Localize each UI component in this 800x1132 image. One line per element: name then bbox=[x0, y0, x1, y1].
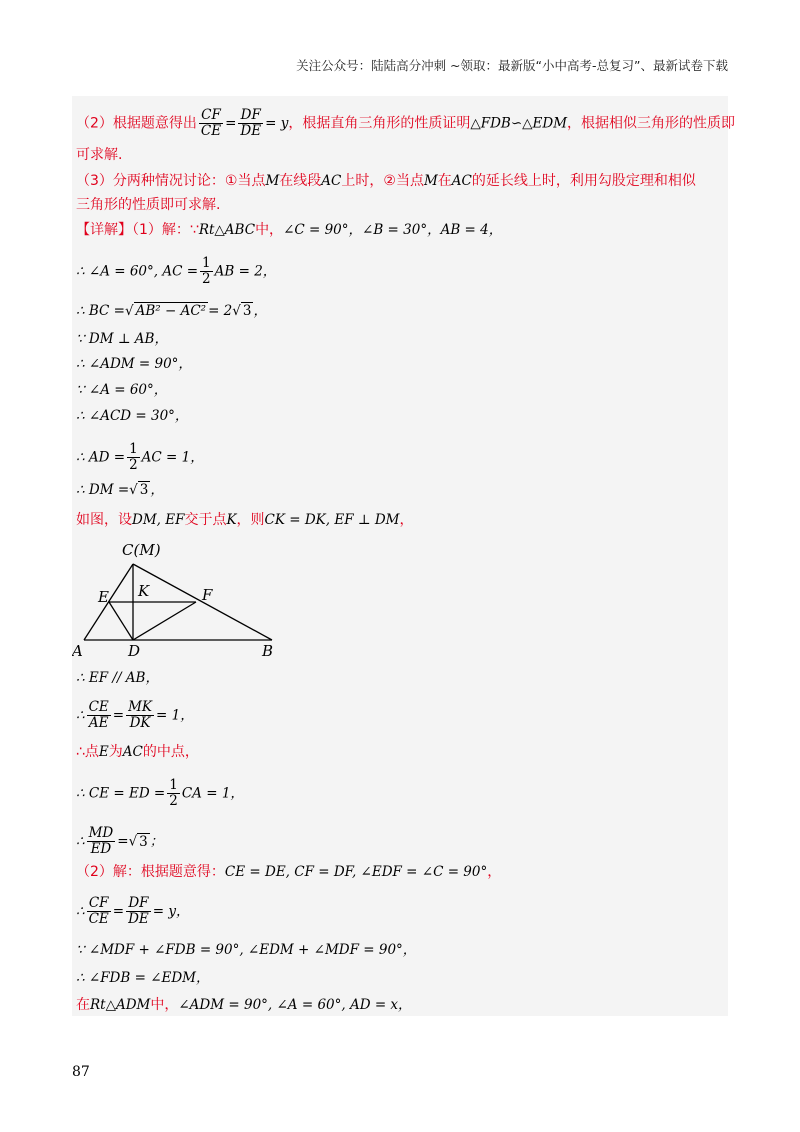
math: 3 bbox=[139, 482, 149, 498]
den: DE bbox=[128, 911, 149, 927]
den: 2 bbox=[202, 271, 211, 287]
den: ED bbox=[90, 841, 112, 857]
line-7: ∴ BC =√ AB² − AC² = 2√ 3 ， bbox=[76, 303, 267, 319]
math: E bbox=[98, 744, 109, 760]
fraction bbox=[167, 778, 180, 809]
math: ∠C = 90°，∠B = 30°，AB = 4， bbox=[283, 222, 503, 238]
fraction bbox=[87, 700, 111, 731]
den: CE bbox=[88, 911, 109, 927]
num: MD bbox=[88, 825, 114, 841]
num: CF bbox=[199, 108, 223, 124]
math: CA = 1， bbox=[181, 785, 244, 802]
line-8: ∵ DM ⊥ AB， bbox=[76, 331, 168, 347]
text: ，根据直角三角形的性质证明 bbox=[288, 115, 471, 132]
den: DE bbox=[240, 123, 262, 139]
line-16 bbox=[76, 700, 194, 731]
fraction bbox=[126, 896, 151, 927]
line-18 bbox=[76, 778, 244, 809]
text: 为 bbox=[108, 744, 123, 760]
math: ∴ bbox=[76, 707, 85, 724]
math: ； bbox=[149, 833, 164, 850]
math: AB = 2， bbox=[214, 263, 277, 280]
text: ， bbox=[399, 512, 414, 528]
line-23: ∴ ∠FDB = ∠EDM， bbox=[76, 970, 210, 986]
line-14 bbox=[76, 511, 414, 529]
page-number: 87 bbox=[72, 1064, 90, 1080]
line-17 bbox=[76, 743, 199, 761]
math: ∴ DM = bbox=[76, 482, 130, 498]
math: = 1， bbox=[156, 707, 194, 724]
den: AE bbox=[88, 715, 109, 731]
math: ， bbox=[253, 303, 267, 319]
line-21 bbox=[76, 896, 190, 927]
math: = y bbox=[265, 115, 289, 132]
text: ， bbox=[487, 864, 502, 880]
math: ∴ AD = bbox=[76, 449, 126, 466]
num: DF bbox=[238, 108, 263, 124]
math: Rt△ABC bbox=[198, 222, 256, 238]
num: MK bbox=[128, 699, 153, 715]
math: 3 bbox=[139, 833, 148, 850]
den: 2 bbox=[129, 457, 138, 473]
segment-ED bbox=[109, 602, 133, 640]
label-E: E bbox=[98, 588, 109, 606]
label-A: A bbox=[72, 642, 83, 660]
math: AB² − AC² bbox=[135, 303, 207, 319]
den: 2 bbox=[169, 793, 178, 809]
line-15: ∴ EF // AB， bbox=[76, 670, 159, 686]
line-4 bbox=[76, 196, 220, 214]
label-F: F bbox=[202, 586, 213, 604]
math: = bbox=[117, 833, 129, 850]
math: K bbox=[226, 512, 237, 528]
num: 1 bbox=[202, 255, 211, 271]
fraction bbox=[87, 896, 111, 927]
line-12 bbox=[76, 442, 204, 473]
line-5 bbox=[76, 221, 502, 239]
line-19: ∴ $\frac{MD}{ED}$ =√ 3 ； bbox=[76, 825, 164, 857]
num: 1 bbox=[169, 777, 178, 793]
text: 交于点 bbox=[184, 512, 227, 528]
text: 中， bbox=[255, 222, 284, 238]
math: ∴ bbox=[76, 833, 85, 850]
label-CM: C(M) bbox=[122, 541, 161, 559]
page-header: 关注公众号：陆陆高分冲刺 ~领取：最新版“小中高考-总复习”、最新试卷下载 bbox=[296, 58, 728, 73]
math: ∴ bbox=[76, 903, 85, 920]
num: 1 bbox=[129, 441, 138, 457]
den: DK bbox=[129, 715, 151, 731]
math: AC bbox=[321, 173, 342, 189]
math: CE = DE, CF = DF, ∠EDF = ∠C = 90° bbox=[224, 864, 488, 880]
text: （2）根据题意得出 bbox=[76, 115, 197, 132]
text: ，根据相似三角形的性质即 bbox=[567, 115, 736, 132]
math: CK = DK, EF ⊥ DM bbox=[264, 512, 400, 528]
math: ∴ ∠A = 60°, AC = bbox=[76, 263, 199, 280]
math: = 2 bbox=[208, 303, 233, 319]
text: 在 bbox=[76, 997, 90, 1013]
text: 三角形的性质即可求解. bbox=[76, 197, 221, 213]
text: 如图，设 bbox=[76, 512, 132, 528]
math: AC = 1， bbox=[141, 449, 204, 466]
fraction bbox=[238, 108, 263, 139]
text: （3）分两种情况讨论：①当点 bbox=[76, 173, 266, 189]
line-6 bbox=[76, 256, 276, 287]
math: Rt△ADM bbox=[90, 997, 151, 1013]
math: AC bbox=[122, 744, 143, 760]
line-2 bbox=[76, 146, 122, 164]
text: （2）解：根据题意得： bbox=[76, 864, 225, 880]
text: ∴点 bbox=[76, 744, 99, 760]
line-9: ∴ ∠ADM = 90°， bbox=[76, 356, 192, 372]
text: 【详解】（1）解：∵ bbox=[76, 222, 199, 238]
math: M bbox=[423, 173, 438, 189]
math: = bbox=[112, 707, 125, 724]
text: 的延长线上时，利用勾股定理和相似 bbox=[471, 173, 696, 189]
num: CE bbox=[88, 699, 109, 715]
math: ∠ADM = 90°, ∠A = 60°, AD = x， bbox=[178, 997, 412, 1013]
num: DF bbox=[126, 896, 151, 912]
fraction bbox=[199, 108, 223, 139]
label-K: K bbox=[138, 582, 150, 600]
text: 的中点， bbox=[142, 744, 199, 760]
label-D: D bbox=[128, 642, 141, 660]
line-22: ∵ ∠MDF + ∠FDB = 90°, ∠EDM + ∠MDF = 90°， bbox=[76, 942, 417, 958]
math: ∴ BC = bbox=[76, 303, 125, 319]
geometry-figure bbox=[72, 536, 292, 666]
math: DM, EF bbox=[132, 512, 185, 528]
math: AC bbox=[451, 173, 472, 189]
line-20 bbox=[76, 863, 501, 881]
math: = bbox=[112, 903, 125, 920]
text: 可求解. bbox=[76, 147, 123, 163]
line-24 bbox=[76, 996, 412, 1014]
fraction bbox=[200, 256, 213, 287]
fraction bbox=[87, 826, 116, 857]
segment-DF bbox=[133, 602, 196, 640]
math: ， bbox=[150, 482, 164, 498]
line-3 bbox=[76, 172, 696, 190]
text: 在 bbox=[437, 173, 452, 189]
line-11: ∴ ∠ACD = 30°， bbox=[76, 408, 189, 424]
text: ，则 bbox=[236, 512, 265, 528]
line-1: （2）根据题意得出 $\frac{CF}{CE}$ = $\frac{DF}{DE}$ = y，根据直角三角形的性质证明△FDB∽△EDM，根据相似三角形的性质即 bbox=[76, 107, 736, 139]
fraction bbox=[127, 442, 140, 473]
math: M bbox=[265, 173, 280, 189]
text: 上时，②当点 bbox=[341, 173, 424, 189]
math: △FDB∽△EDM bbox=[470, 115, 568, 132]
den: CE bbox=[200, 123, 222, 139]
line-13: ∴ DM =√ 3 ， bbox=[76, 482, 164, 498]
fraction bbox=[126, 700, 154, 731]
num: CF bbox=[87, 896, 111, 912]
math: 3 bbox=[242, 303, 252, 319]
line-10: ∵ ∠A = 60°， bbox=[76, 382, 168, 398]
label-B: B bbox=[262, 642, 274, 660]
content-area bbox=[72, 96, 736, 1016]
text: 中， bbox=[150, 997, 179, 1013]
math: ∴ CE = ED = bbox=[76, 785, 166, 802]
math: = y， bbox=[152, 903, 190, 920]
text: 在线段 bbox=[279, 173, 322, 189]
